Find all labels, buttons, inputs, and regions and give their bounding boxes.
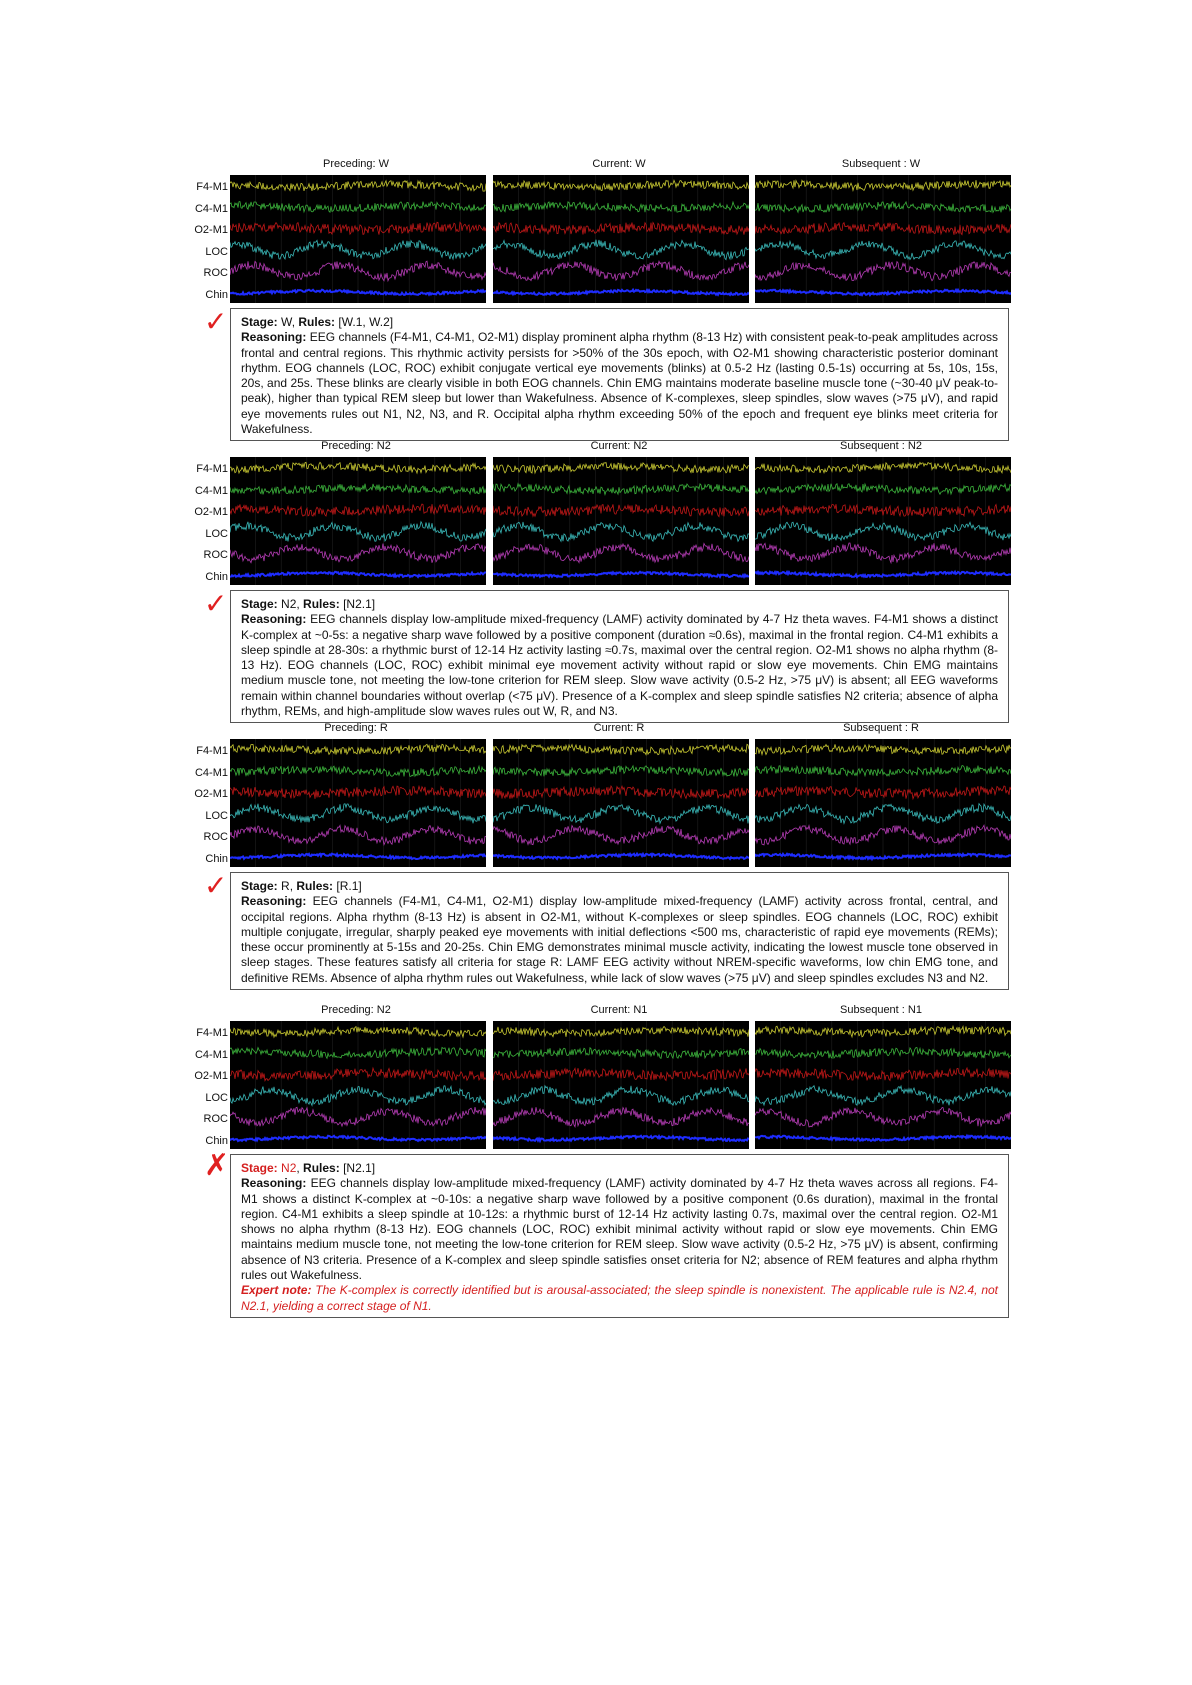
rules-label: Rules: <box>298 315 336 329</box>
channel-label: C4-M1 <box>194 767 228 779</box>
panel-title-subsequent: Subsequent : R <box>843 722 919 734</box>
channel-label: LOC <box>205 810 228 822</box>
expert-note-label: Expert note: <box>241 1283 312 1298</box>
stage-value: N2 <box>281 1161 297 1175</box>
panel-title-preceding: Preceding: N2 <box>321 440 391 452</box>
channel-label: F4-M1 <box>196 463 228 475</box>
eeg-traces <box>755 457 1011 585</box>
eeg-panel-current <box>493 739 749 867</box>
channel-label: Chin <box>205 1135 228 1147</box>
reasoning-text: EEG channels display low-amplitude mixed-frequency (LAMF) activity dominated by 4-7 Hz theta waves across all regions. F4-M1 shows a distinct K-complex at ~0-10s: a negative sharp wave followed by a positive component (0.6s duration), maximal in the frontal region. C4-M1 exhibits a sleep spindle at 10-12s: a rhythmic burst of 12-14 Hz activity lasting 0.7s, maximal over the central region. O2-M1 shows no alpha rhythm (8-13 Hz). EOG channels (LOC, ROC) exhibit minimal activity without rapid or slow eye movements. Chin EMG maintains medium muscle tone, not meeting the low-tone criterion for REM sleep. Slow wave activity (0.5-2 Hz, >75 μV) is absent, confirming absence of N3 criteria. Presence of a K-complex and sleep spindle satisfies onset criteria for N2; absence of REM features and alpha rhythm rules out Wakefulness. <box>241 1176 998 1283</box>
panel-title-preceding: Preceding: N2 <box>321 1004 391 1016</box>
panel-title-current: Current: N1 <box>590 1004 648 1016</box>
check-icon: ✓ <box>204 870 228 901</box>
panel-title-preceding: Preceding: W <box>322 158 390 170</box>
reasoning-text: EEG channels (F4-M1, C4-M1, O2-M1) display low-amplitude mixed-frequency (LAMF) activity across frontal, central, and occipital regions. Alpha rhythm (8-13 Hz) is absent in O2-M1, without K-complexes or sleep spindles. EOG channels (LOC, ROC) exhibit multiple conjugate, irregular, sharply peaked eye movements with initial deflections <500 ms, characteristic of rapid eye movements (REMs); these occur prominently at 5-15s and 20-25s. Chin EMG demonstrates minimal muscle activity, indicating the lowest muscle tone observed in sleep stages. These features satisfy all criteria for stage R: LAMF EEG activity without NREM-specific waveforms, low chin EMG tone, and definitive REMs. Absence of alpha rhythm rules out Wakefulness, while lack of slow waves (>75 μV) and sleep spindles excludes N3 and N2. <box>241 894 998 985</box>
eeg-panel-current <box>493 457 749 585</box>
stage-value: W <box>281 315 292 329</box>
panel-title-subsequent: Subsequent : N2 <box>840 440 922 452</box>
panel-title-subsequent: Subsequent : W <box>841 158 921 170</box>
panel-title-preceding: Preceding: R <box>324 722 388 734</box>
eeg-panel-current <box>493 175 749 303</box>
example-n1 <box>188 1004 1009 1334</box>
channel-label: LOC <box>205 246 228 258</box>
rules-value: [N2.1] <box>343 597 376 611</box>
channel-label: C4-M1 <box>194 1049 228 1061</box>
eeg-traces <box>493 457 749 585</box>
stage-label: Stage: <box>241 879 278 893</box>
stage-value: R <box>281 879 290 893</box>
panel-title-current: Current: N2 <box>590 440 648 452</box>
example-w <box>188 158 1009 440</box>
rules-label: Rules: <box>303 1161 340 1175</box>
channel-label: O2-M1 <box>194 506 228 518</box>
reasoning-label: Reasoning: <box>241 612 307 627</box>
eeg-traces <box>230 1021 486 1149</box>
rules-value: [W.1, W.2] <box>338 315 394 329</box>
channel-label: ROC <box>203 549 228 561</box>
eeg-panel-preceding <box>230 175 486 303</box>
reasoning-label: Reasoning: <box>241 894 307 909</box>
channel-label: LOC <box>205 1092 228 1104</box>
check-icon: ✓ <box>204 306 228 337</box>
channel-label: ROC <box>203 831 228 843</box>
rules-label: Rules: <box>303 597 340 611</box>
panel-title-subsequent: Subsequent : N1 <box>840 1004 922 1016</box>
eeg-traces <box>230 739 486 867</box>
stage-label: Stage: <box>241 315 278 329</box>
panel-title-current: Current: R <box>593 722 645 734</box>
channel-label: F4-M1 <box>196 1027 228 1039</box>
example-r <box>188 722 1009 1004</box>
channel-label: LOC <box>205 528 228 540</box>
rules-label: Rules: <box>296 879 334 893</box>
check-icon: ✓ <box>204 588 228 619</box>
reasoning-box: Stage: R, Rules: [R.1] Reasoning: EEG channels (F4-M1, C4-M1, O2-M1) display low-amplitude mixed-frequency (LAMF) activity across frontal, central, and occipital regions. Alpha rhythm (8-13 Hz) is absent in O2-M1, without K-complexes or sleep spindles. EOG channels (LOC, ROC) exhibit multiple conjugate, irregular, sharply peaked eye movements with initial deflections <500 ms, characteristic of rapid eye movements (REMs); these occur prominently at 5-15s and 20-25s. Chin EMG demonstrates minimal muscle activity, indicating the lowest muscle tone observed in sleep stages. These features satisfy all criteria for stage R: LAMF EEG activity without NREM-specific waveforms, low chin EMG tone, and definitive REMs. Absence of alpha rhythm rules out Wakefulness, while lack of slow waves (>75 μV) and sleep spindles excludes N3 and N2. <box>230 872 1009 990</box>
channel-label: ROC <box>203 1113 228 1125</box>
example-n2 <box>188 440 1009 722</box>
stage-label: Stage: <box>241 597 278 611</box>
figure <box>188 158 1009 1334</box>
cross-icon: ✗ <box>204 1149 230 1182</box>
channel-label: O2-M1 <box>194 1070 228 1082</box>
channel-label: F4-M1 <box>196 181 228 193</box>
eeg-panel-current <box>493 1021 749 1149</box>
panel-title-current: Current: W <box>592 158 646 170</box>
reasoning-box: Stage: N2, Rules: [N2.1] Reasoning: EEG channels display low-amplitude mixed-frequency (LAMF) activity dominated by 4-7 Hz theta waves across all regions. F4-M1 shows a distinct K-complex at ~0-10s: a negative sharp wave followed by a positive component (0.6s duration), maximal in the frontal region. C4-M1 exhibits a sleep spindle at 10-12s: a rhythmic burst of 12-14 Hz activity lasting 0.7s, maximal over the central region. O2-M1 shows no alpha rhythm (8-13 Hz). EOG channels (LOC, ROC) exhibit minimal activity without rapid or slow eye movements. Chin EMG maintains medium muscle tone, not meeting the low-tone criterion for REM sleep. Slow wave activity (0.5-2 Hz, >75 μV) is absent, confirming absence of N3 criteria. Presence of a K-complex and sleep spindle satisfies onset criteria for N2; absence of REM features and alpha rhythm rules out Wakefulness. Expert note: The K-complex is correctly identified but is arousal-associated; the sleep spindle is nonexistent. The applicable rule is N2.4, not N2.1, yielding a correct stage of N1. <box>230 1154 1009 1318</box>
eeg-traces <box>230 457 486 585</box>
eeg-panel-preceding <box>230 457 486 585</box>
channel-label: Chin <box>205 853 228 865</box>
channel-label: F4-M1 <box>196 745 228 757</box>
rules-value: [N2.1] <box>343 1161 376 1175</box>
channel-label: C4-M1 <box>194 485 228 497</box>
reasoning-box: Stage: N2, Rules: [N2.1] Reasoning: EEG channels display low-amplitude mixed-frequency (LAMF) activity dominated by 4-7 Hz theta waves. F4-M1 shows a distinct K-complex at ~0-5s: a negative sharp wave followed by a positive component (duration ≈0.6s), maximal in the frontal region. C4-M1 exhibits a sleep spindle at 28-30s: a rhythmic burst of 12-14 Hz activity lasting ≈0.7s, maximal over the central region. O2-M1 shows no alpha rhythm (8-13 Hz). EOG channels (LOC, ROC) exhibit minimal eye movement activity without rapid or slow eye movements. Chin EMG maintains medium muscle tone, not meeting the low-tone criterion for REM sleep. Slow wave activity (0.5-2 Hz, >75 μV) is absent; all EEG waveforms remain within channel boundaries without overlap (<75 μV). Presence of a K-complex and sleep spindle satisfies N2 criteria; absence of alpha rhythm, REMs, and high-amplitude slow waves rules out W, R, and N3. <box>230 590 1009 723</box>
eeg-traces <box>755 1021 1011 1149</box>
eeg-traces <box>755 739 1011 867</box>
reasoning-text: EEG channels (F4-M1, C4-M1, O2-M1) display prominent alpha rhythm (8-13 Hz) with consistent peak-to-peak amplitudes across frontal and central regions. This rhythmic activity persists for >50% of the 30s epoch, with O2-M1 showing characteristic posterior dominant rhythm. EOG channels (LOC, ROC) exhibit conjugate vertical eye movements (blinks) at 0.5-2 Hz (lasting 0.5-1s) occurring at 5s, 10s, 15s, 20s, and 25s. These blinks are clearly visible in both EOG channels. Chin EMG maintains moderate baseline muscle tone (~30-40 μV peak-to-peak), higher than typical REM sleep but lower than Wakefulness. Absence of K-complexes, sleep spindles, slow waves (>75 μV), and rapid eye movements rules out N1, N2, N3, and R. Occipital alpha rhythm exceeding 50% of the epoch and frequent eye blinks meet criteria for Wakefulness. <box>241 330 999 437</box>
eeg-panel-subsequent <box>755 175 1011 303</box>
eeg-traces <box>230 175 486 303</box>
eeg-traces <box>493 1021 749 1149</box>
expert-note-text: The K-complex is correctly identified but is arousal-associated; the sleep spindle is nonexistent. The applicable rule is N2.4, not N2.1, yielding a correct stage of N1. <box>241 1283 998 1313</box>
reasoning-text: EEG channels display low-amplitude mixed-frequency (LAMF) activity dominated by 4-7 Hz theta waves. F4-M1 shows a distinct K-complex at ~0-5s: a negative sharp wave followed by a positive component (duration ≈0.6s), maximal in the frontal region. C4-M1 exhibits a sleep spindle at 28-30s: a rhythmic burst of 12-14 Hz activity lasting ≈0.7s, maximal over the central region. O2-M1 shows no alpha rhythm (8-13 Hz). EOG channels (LOC, ROC) exhibit minimal eye movement activity without rapid or slow eye movements. Chin EMG maintains medium muscle tone, not meeting the low-tone criterion for REM sleep. Slow wave activity (0.5-2 Hz, >75 μV) is absent; all EEG waveforms remain within channel boundaries without overlap (<75 μV). Presence of a K-complex and sleep spindle satisfies N2 criteria; absence of alpha rhythm, REMs, and high-amplitude slow waves rules out W, R, and N3. <box>241 612 998 719</box>
eeg-panel-preceding <box>230 739 486 867</box>
eeg-traces <box>493 175 749 303</box>
channel-label: ROC <box>203 267 228 279</box>
channel-label: O2-M1 <box>194 224 228 236</box>
channel-label: Chin <box>205 571 228 583</box>
stage-value: N2 <box>281 597 297 611</box>
eeg-traces <box>493 739 749 867</box>
reasoning-label: Reasoning: <box>241 330 307 345</box>
eeg-panel-subsequent <box>755 1021 1011 1149</box>
channel-label: C4-M1 <box>194 203 228 215</box>
channel-label: O2-M1 <box>194 788 228 800</box>
eeg-panel-subsequent <box>755 739 1011 867</box>
rules-value: [R.1] <box>336 879 362 893</box>
channel-label: Chin <box>205 289 228 301</box>
eeg-panel-subsequent <box>755 457 1011 585</box>
eeg-traces <box>755 175 1011 303</box>
stage-label: Stage: <box>241 1161 278 1175</box>
reasoning-label: Reasoning: <box>241 1176 307 1191</box>
reasoning-box: Stage: W, Rules: [W.1, W.2] Reasoning: EEG channels (F4-M1, C4-M1, O2-M1) display prominent alpha rhythm (8-13 Hz) with consistent peak-to-peak amplitudes across frontal and central regions. This rhythmic activity persists for >50% of the 30s epoch, with O2-M1 showing characteristic posterior dominant rhythm. EOG channels (LOC, ROC) exhibit conjugate vertical eye movements (blinks) at 0.5-2 Hz (lasting 0.5-1s) occurring at 5s, 10s, 15s, 20s, and 25s. These blinks are clearly visible in both EOG channels. Chin EMG maintains moderate baseline muscle tone (~30-40 μV peak-to-peak), higher than typical REM sleep but lower than Wakefulness. Absence of K-complexes, sleep spindles, slow waves (>75 μV), and rapid eye movements rules out N1, N2, N3, and R. Occipital alpha rhythm exceeding 50% of the epoch and frequent eye blinks meet criteria for Wakefulness. <box>230 308 1009 441</box>
eeg-panel-preceding <box>230 1021 486 1149</box>
